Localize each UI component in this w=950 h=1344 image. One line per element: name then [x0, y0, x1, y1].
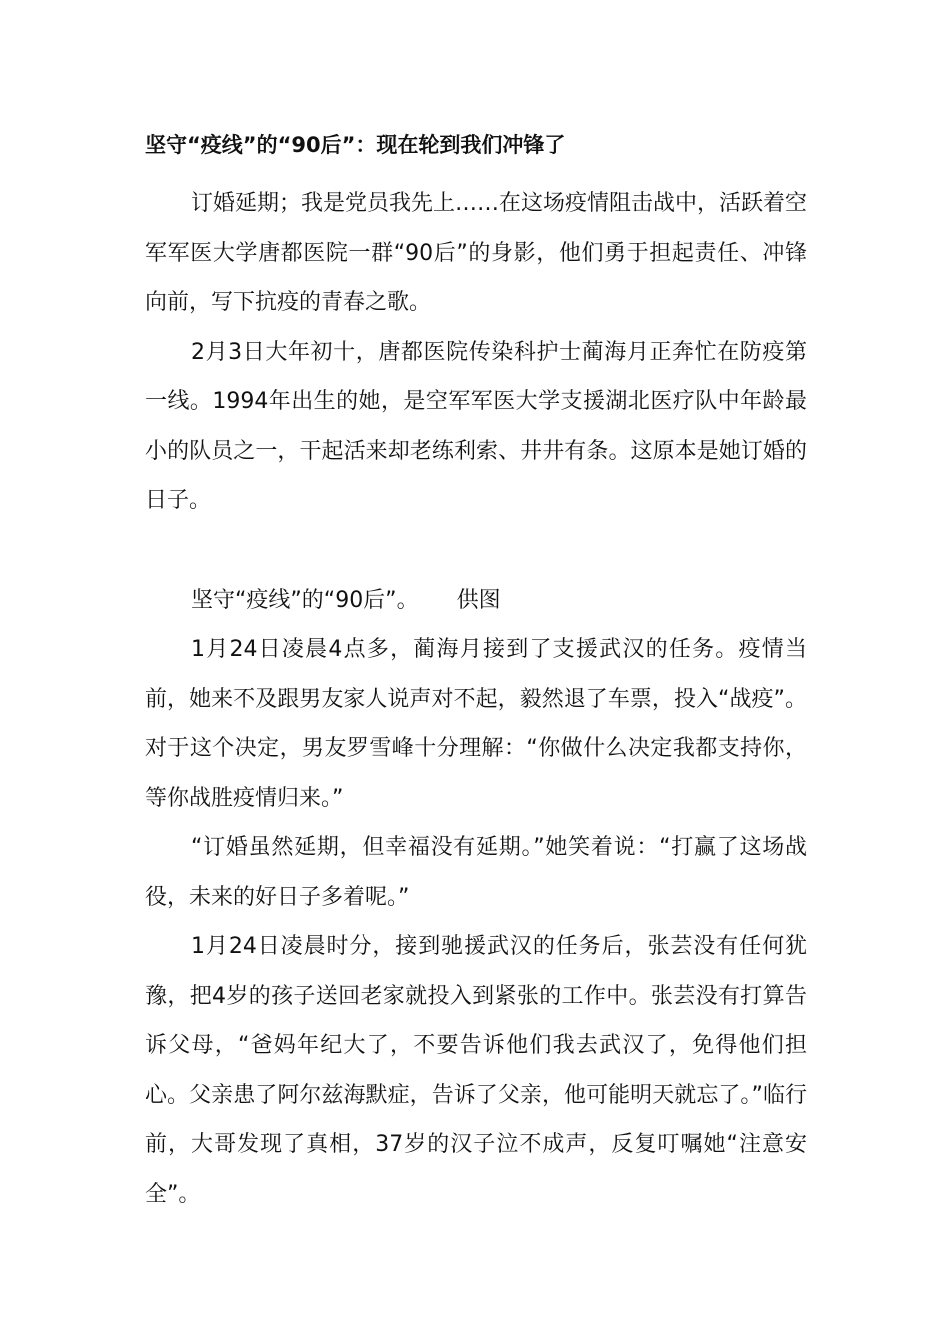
article-title: 坚守“疫线”的“90后”：现在轮到我们冲锋了 — [145, 133, 566, 157]
paragraph-quote: “订婚虽然延期，但幸福没有延期。”她笑着说：“打赢了这场战役，未来的好日子多着呢。” — [145, 835, 807, 910]
document-page — [145, 130, 807, 1219]
paragraph-zhang-yun: 1月24日凌晨时分，接到驰援武汉的任务后，张芸没有任何犹豫，把4岁的孩子送回老家就投入到紧张的工作中。张芸没有打算告诉父母，“爸妈年纪大了，不要告诉他们我去武汉了，免得他们担心。父亲患了阿尔兹海默症，告诉了父亲，他可能明天就忘了。”临行前，大哥发现了真相，37岁的汉子泣不成声，反复叮嘱她“注意安全”。 — [145, 934, 807, 1207]
caption-text: 坚守“疫线”的“90后”。 — [191, 587, 419, 613]
paragraph-intro: 订婚延期；我是党员我先上……在这场疫情阻击战中，活跃着空军军医大学唐都医院一群“90后”的身影，他们勇于担起责任、冲锋向前，写下抗疫的青春之歌。 — [145, 191, 808, 315]
image-placeholder-gap — [145, 526, 807, 576]
image-caption — [145, 576, 807, 626]
paragraph-engagement-day: 2月3日大年初十，唐都医院传染科护士蔺海月正奔忙在防疫第一线。1994年出生的她，是空军军医大学支援湖北医疗队中年龄最小的队员之一，干起活来却老练利索、井井有条。这原本是她订婚的日子。 — [145, 339, 807, 513]
caption-credit: 供图 — [456, 587, 501, 613]
paragraph-task-received: 1月24日凌晨4点多，蔺海月接到了支援武汉的任务。疫情当前，她来不及跟男友家人说声对不起，毅然退了车票，投入“战疫”。对于这个决定，男友罗雪峰十分理解：“你做什么决定我都支持你，等你战胜疫情归来。” — [145, 637, 807, 811]
